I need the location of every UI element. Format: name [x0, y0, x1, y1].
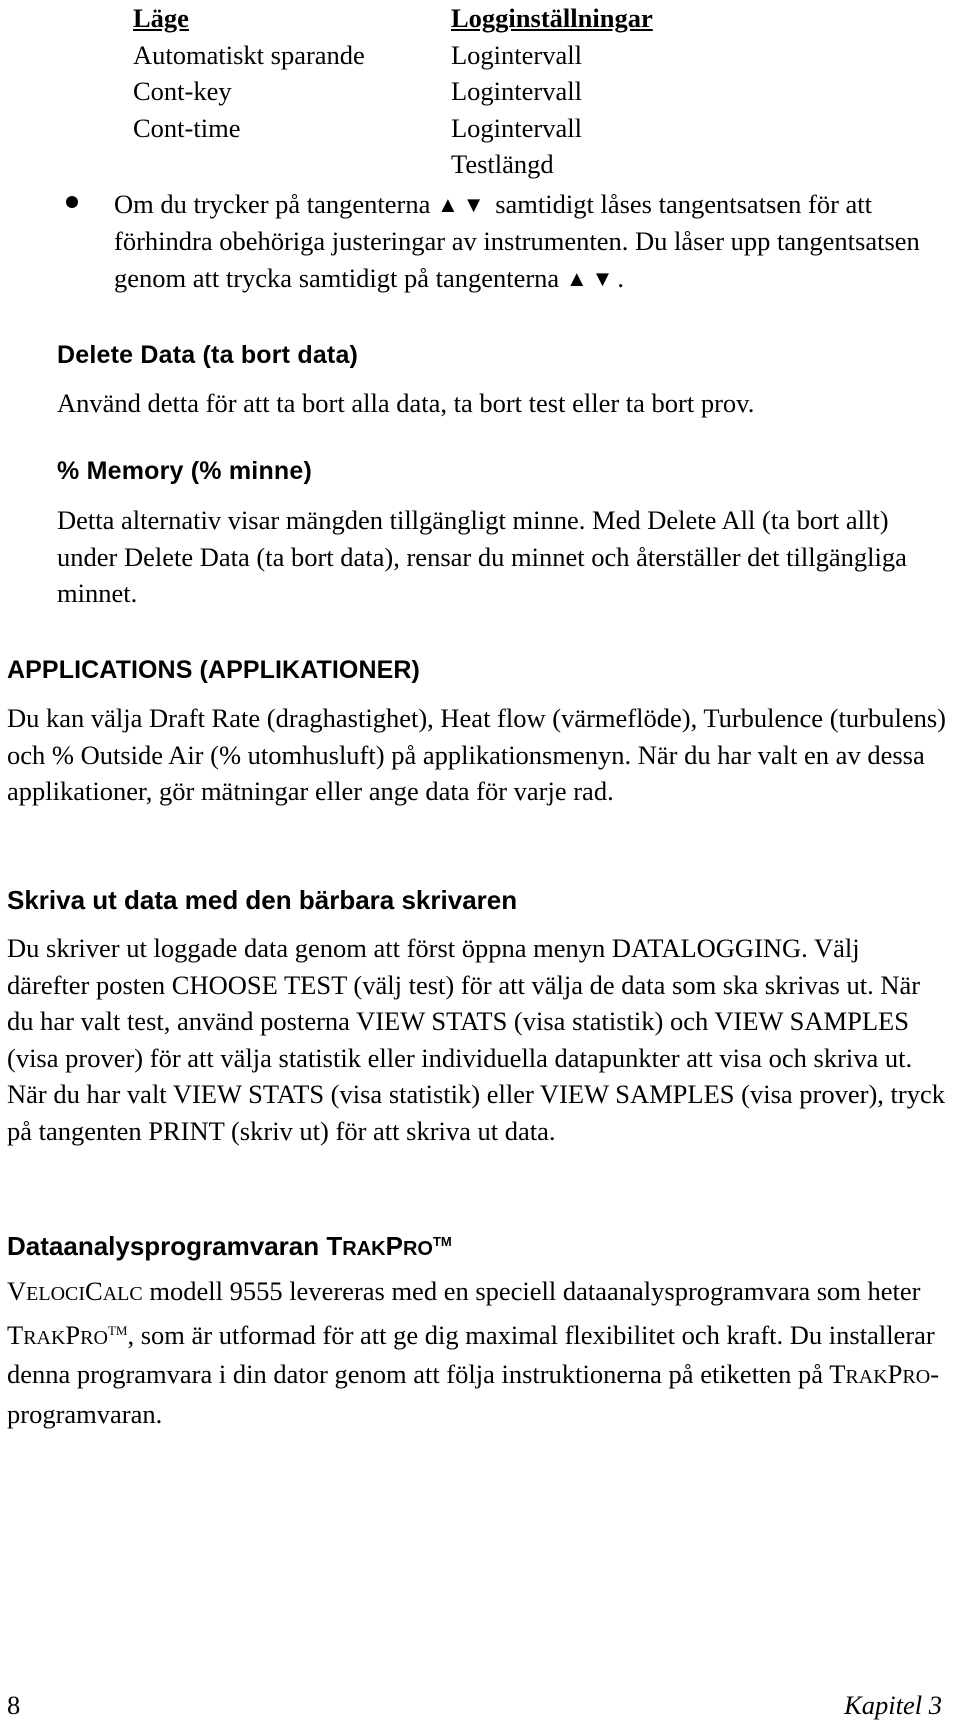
table-cell: Logintervall	[451, 76, 582, 106]
table-cell: Logintervall	[451, 112, 582, 143]
body-text: modell 9555 levereras med en speciell dataanalysprogramvara som heter T	[7, 1276, 921, 1350]
keypad-lock-bullet	[114, 186, 934, 297]
page-number: 8	[7, 1690, 21, 1720]
bullet-dot-icon	[66, 196, 78, 208]
body-text: -programvaran.	[7, 1359, 940, 1429]
body-text: V	[7, 1276, 27, 1306]
logging-modes-table	[133, 0, 913, 183]
up-down-triangle-icon: ▲▼	[565, 266, 618, 291]
print-body: Du skriver ut loggade data genom att först öppna menyn DATALOGGING. Välj därefter posten CHOOSE TEST (välj test) för att välja de data som ska skrivas ut. När du har valt test, använd posterna VIEW STATS (visa statistik) och VIEW SAMPLES (visa prover) för att välja statistik eller individuella datapunkter att visa och skriva ut. När du har valt VIEW STATS (visa statistik) eller VIEW SAMPLES (visa prover), tryck på tangenten PRINT (skriv ut) för att skriva ut data.	[7, 933, 945, 1146]
heading-text: Dataanalysprogramvaran T	[7, 1231, 343, 1261]
body-text: , som är utformad för att ge dig maximal flexibilitet och kraft. Du installerar denna programvara i din dator genom att följa instruktionerna på etiketten på T	[7, 1319, 935, 1389]
print-heading: Skriva ut data med den bärbara skrivaren	[7, 885, 518, 915]
trakpro-heading	[7, 1226, 452, 1265]
col-header-log-settings: Logginställningar	[451, 3, 653, 33]
table-row	[133, 37, 913, 74]
delete-data-heading: Delete Data (ta bort data)	[57, 341, 359, 369]
bullet-text-a: Om du trycker på tangenterna	[114, 189, 431, 219]
col-header-mode: Läge	[133, 3, 189, 33]
table-cell: Logintervall	[451, 39, 582, 70]
table-row	[133, 73, 913, 110]
heading-small-caps: RO	[402, 1238, 433, 1260]
bullet-text-c: .	[617, 263, 625, 293]
body-small-caps: ALC	[102, 1283, 143, 1305]
delete-data-body: Använd detta för att ta bort alla data, ta bort test eller ta bort prov.	[57, 388, 755, 418]
body-small-caps: ELOCI	[26, 1283, 86, 1305]
table-cell: Automatiskt sparande	[133, 39, 365, 70]
applications-heading: APPLICATIONS (APPLIKATIONER)	[7, 656, 420, 684]
table-row	[133, 110, 913, 147]
table-cell: Cont-time	[133, 112, 241, 143]
body-small-caps: RO	[902, 1366, 931, 1388]
trakpro-body	[7, 1273, 947, 1432]
body-small-caps: RO	[80, 1326, 108, 1349]
chapter-label: Kapitel 3	[844, 1690, 942, 1720]
bullet-text-b: samtidigt låses tangentsatsen för att förhindra obehöriga justeringar av instrumenten. Du låser upp tangentsatsen genom att trycka samtidigt på tangenterna	[114, 189, 920, 293]
heading-small-caps: RAK	[342, 1238, 386, 1260]
trademark-mark: TM	[432, 1234, 452, 1249]
memory-body: Detta alternativ visar mängden tillgängligt minne. Med Delete All (ta bort allt) under Delete Data (ta bort data), rensar du minnet och återställer det tillgängliga minnet.	[57, 505, 907, 608]
body-text: P	[65, 1319, 81, 1350]
trademark-mark: TM	[107, 1322, 128, 1338]
table-cell	[133, 146, 451, 183]
heading-text: P	[385, 1231, 403, 1261]
table-row	[133, 146, 913, 183]
up-down-triangle-icon: ▲▼	[437, 192, 489, 217]
table-cell: Cont-key	[133, 76, 232, 106]
applications-body: Du kan välja Draft Rate (draghastighet), Heat flow (värmeflöde), Turbulence (turbulens) och % Outside Air (% utomhusluft) på applikationsmenyn. När du har valt en av dessa applikationer, gör mätningar eller ange data för varje rad.	[7, 703, 946, 806]
table-header-row	[133, 0, 913, 37]
table-cell: Testlängd	[451, 149, 554, 179]
body-text: P	[887, 1359, 903, 1389]
body-small-caps: RAK	[845, 1366, 888, 1388]
body-text: C	[85, 1276, 103, 1306]
body-small-caps: RAK	[23, 1326, 66, 1349]
memory-heading: % Memory (% minne)	[57, 457, 313, 485]
